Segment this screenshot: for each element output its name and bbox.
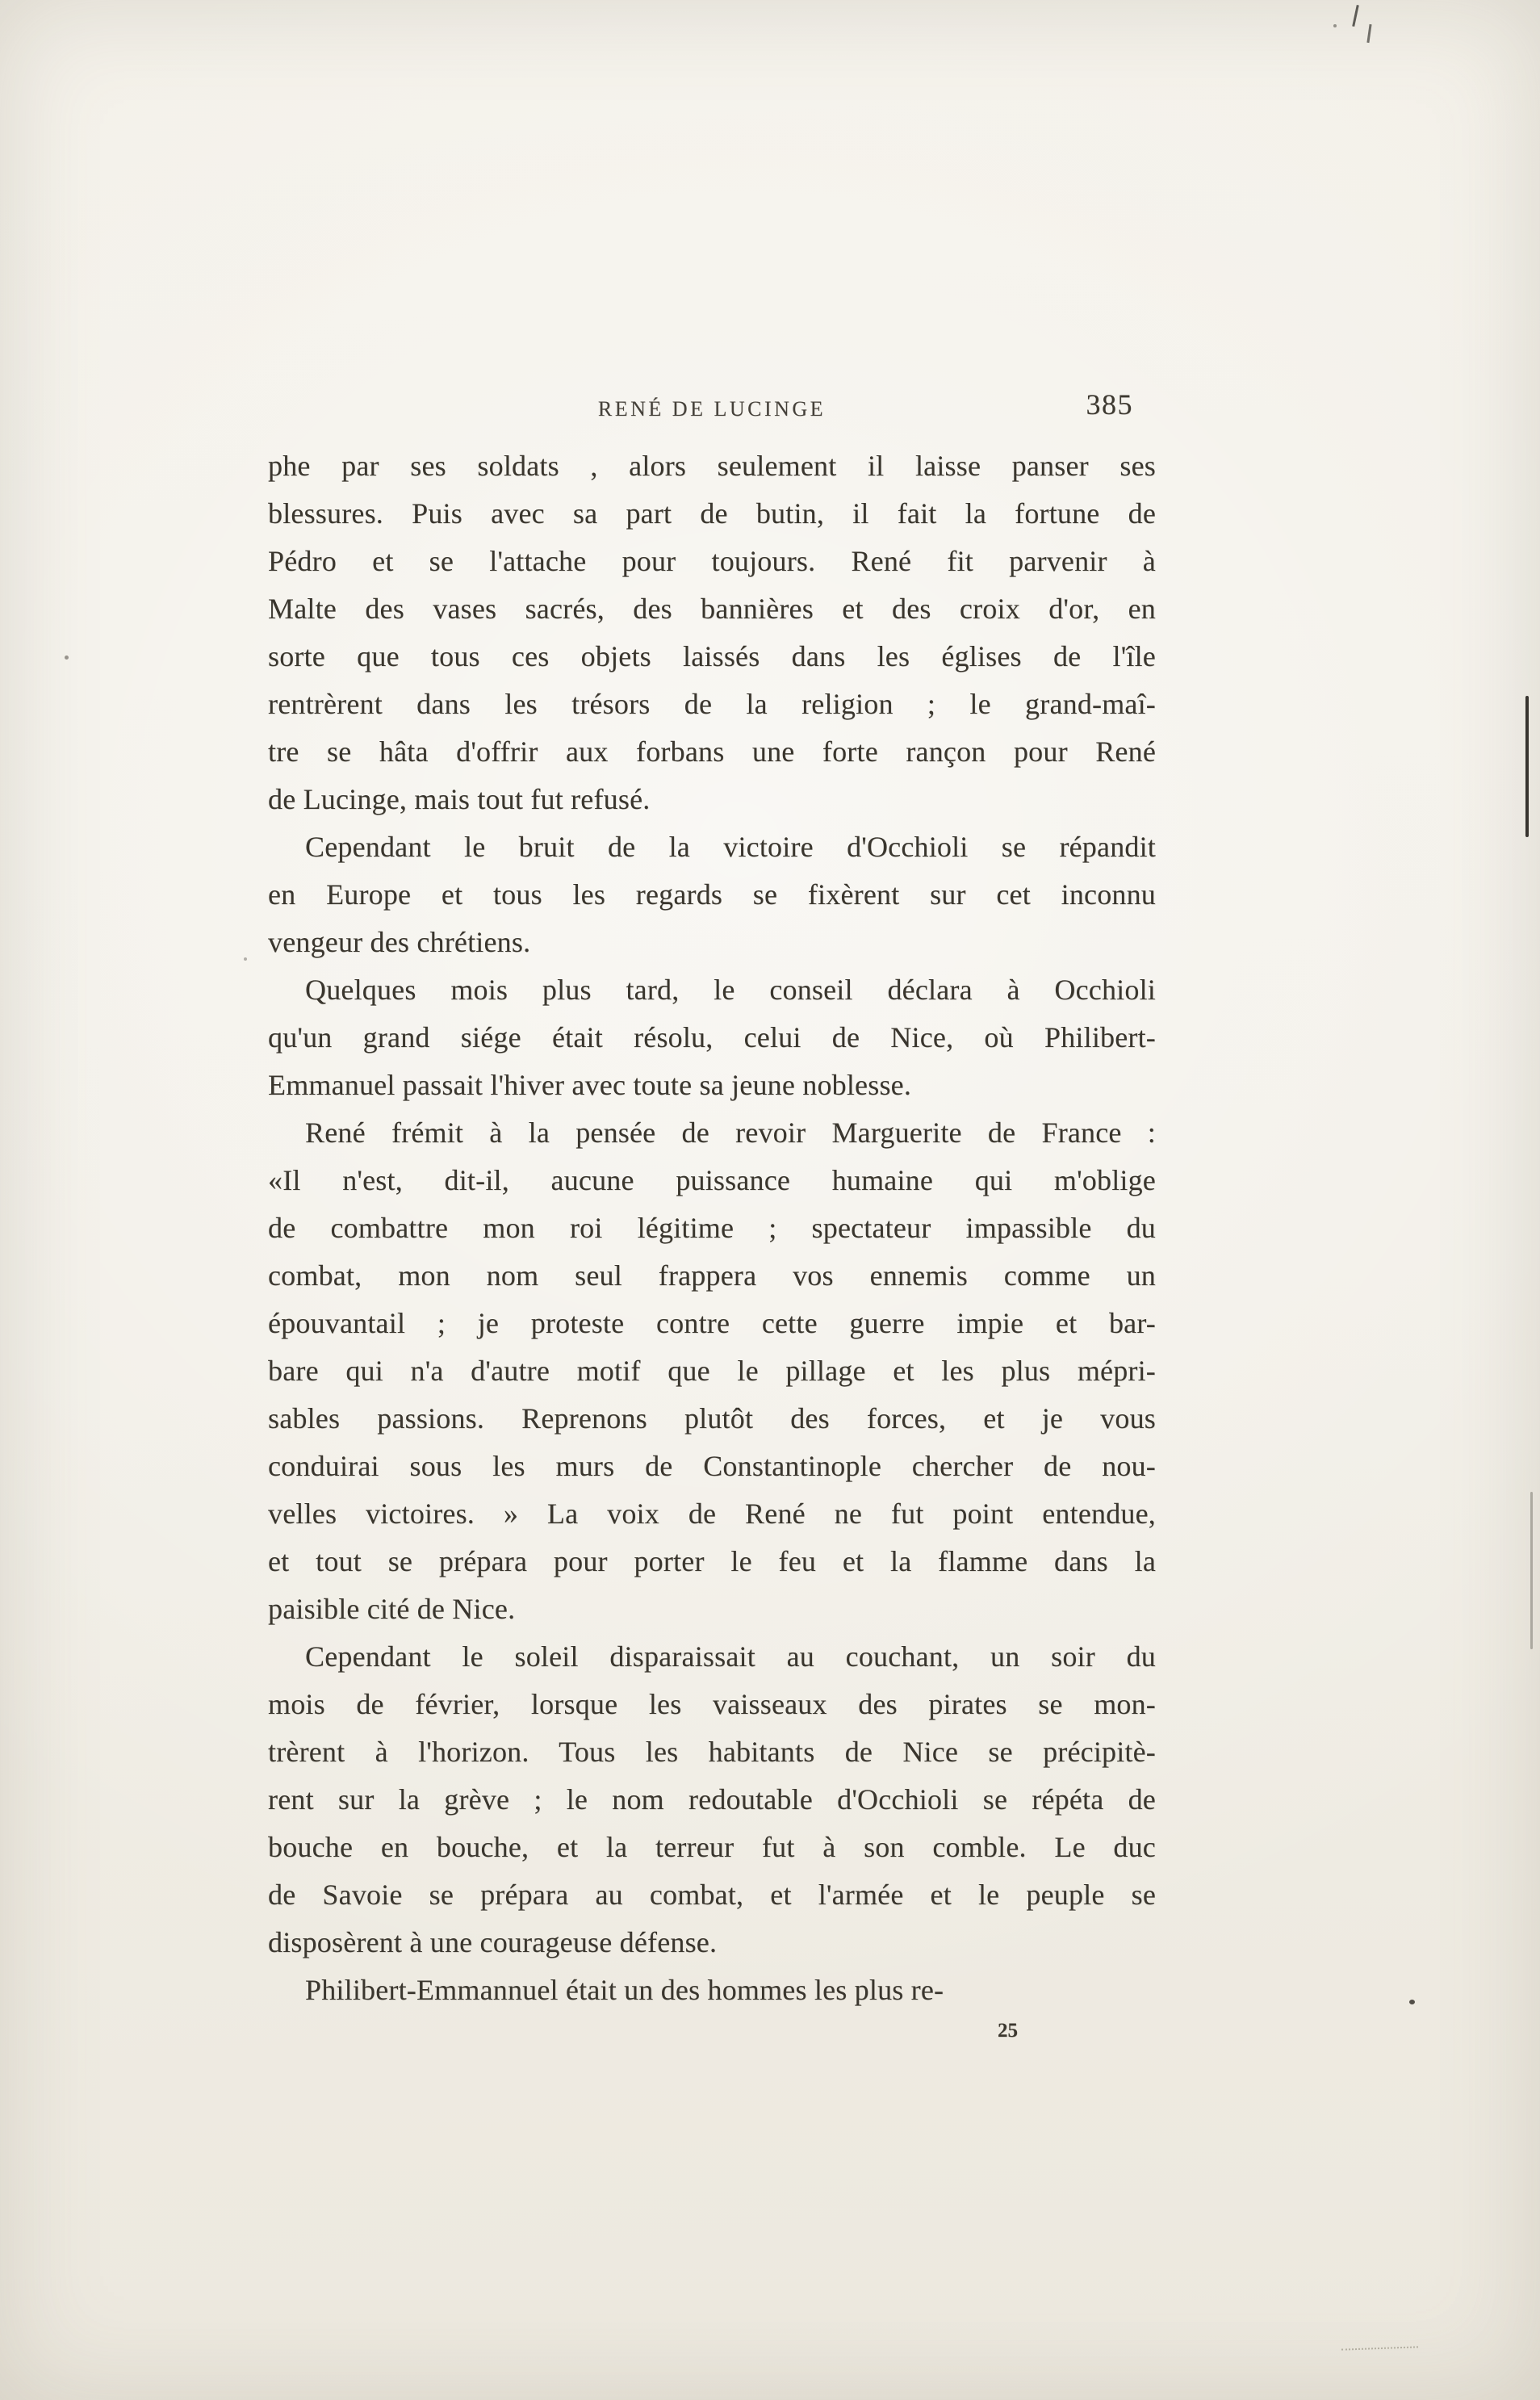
text-line: «Il n'est, dit-il, aucune puissance humaine qui m'oblige — [268, 1164, 1156, 1196]
text-line: trèrent à l'horizon. Tous les habitants de Nice se précipitè- — [268, 1736, 1156, 1768]
paragraph — [268, 442, 1156, 823]
text-line: bouche en bouche, et la terreur fut à son comble. Le duc — [268, 1831, 1156, 1863]
paragraph — [268, 823, 1156, 966]
text-line: en Europe et tous les regards se fixèrent sur cet inconnu — [268, 878, 1156, 911]
paragraph — [268, 1109, 1156, 1633]
scan-edge-line-1 — [1525, 696, 1529, 837]
scan-mark-top-right-1 — [1352, 5, 1359, 27]
running-title: RENÉ DE LUCINGE — [597, 397, 826, 421]
text-line: Philibert-Emmannuel était un des hommes les plus re- — [305, 1974, 944, 2006]
scan-mark-bottom-right — [1409, 2000, 1415, 2004]
page-header — [268, 388, 1156, 423]
text-line: Pédro et se l'attache pour toujours. René fit parvenir à — [268, 545, 1156, 577]
text-line: combat, mon nom seul frappera vos ennemis comme un — [268, 1259, 1156, 1292]
signature-number: 25 — [998, 2020, 1018, 2042]
text-line: disposèrent à une courageuse défense. — [268, 1926, 718, 1958]
paragraph — [268, 1966, 1156, 2014]
text-line: sorte que tous ces objets laissés dans les églises de l'île — [268, 640, 1156, 672]
page-number: 385 — [1086, 388, 1133, 421]
text-block — [268, 388, 1156, 2042]
text-line: de combattre mon roi légitime ; spectateur impassible du — [268, 1212, 1156, 1244]
text-line: et tout se prépara pour porter le feu et la flamme dans la — [268, 1545, 1156, 1577]
text-line: bare qui n'a d'autre motif que le pillage et les plus mépri- — [268, 1355, 1156, 1387]
paragraph — [268, 966, 1156, 1109]
text-line: de Lucinge, mais tout fut refusé. — [268, 783, 651, 815]
text-line: Cependant le bruit de la victoire d'Occhioli se répandit — [305, 831, 1156, 863]
text-line: velles victoires. » La voix de René ne fut point entendue, — [268, 1497, 1156, 1530]
text-line: vengeur des chrétiens. — [268, 926, 531, 958]
text-line: mois de février, lorsque les vaisseaux des pirates se mon- — [268, 1688, 1156, 1720]
text-line: rentrèrent dans les trésors de la religion ; le grand-maî- — [268, 688, 1156, 720]
page-body — [268, 442, 1156, 2014]
text-line: tre se hâta d'offrir aux forbans une forte rançon pour René — [268, 735, 1156, 768]
text-line: Malte des vases sacrés, des bannières et des croix d'or, en — [268, 593, 1156, 625]
text-line: sables passions. Reprenons plutôt des forces, et je vous — [268, 1402, 1156, 1435]
scan-mark-paragraph-dot — [244, 957, 247, 961]
scan-mark-bottom-smudge — [1341, 2346, 1418, 2350]
text-line: Emmanuel passait l'hiver avec toute sa jeune noblesse. — [268, 1069, 912, 1101]
scan-edge-line-2 — [1530, 1492, 1533, 1649]
text-line: paisible cité de Nice. — [268, 1593, 516, 1625]
scan-mark-top-right-2 — [1366, 24, 1371, 43]
text-line: blessures. Puis avec sa part de butin, il fait la fortune de — [268, 497, 1156, 530]
text-line: Cependant le soleil disparaissait au couchant, un soir du — [305, 1640, 1156, 1673]
text-line: conduirai sous les murs de Constantinople chercher de nou- — [268, 1450, 1156, 1482]
text-line: rent sur la grève ; le nom redoutable d'Occhioli se répéta de — [268, 1783, 1156, 1816]
text-line: épouvantail ; je proteste contre cette guerre impie et bar- — [268, 1307, 1156, 1339]
scan-mark-top-right-3 — [1333, 24, 1337, 27]
text-line: phe par ses soldats , alors seulement il laisse panser ses — [268, 450, 1156, 482]
scan-mark-left-margin — [65, 655, 69, 660]
text-line: de Savoie se prépara au combat, et l'armée et le peuple se — [268, 1879, 1156, 1911]
paragraph — [268, 1633, 1156, 1966]
text-line: René frémit à la pensée de revoir Marguerite de France : — [305, 1116, 1156, 1149]
text-line: qu'un grand siége était résolu, celui de Nice, où Philibert- — [268, 1021, 1156, 1053]
text-line: Quelques mois plus tard, le conseil déclara à Occhioli — [305, 974, 1156, 1006]
